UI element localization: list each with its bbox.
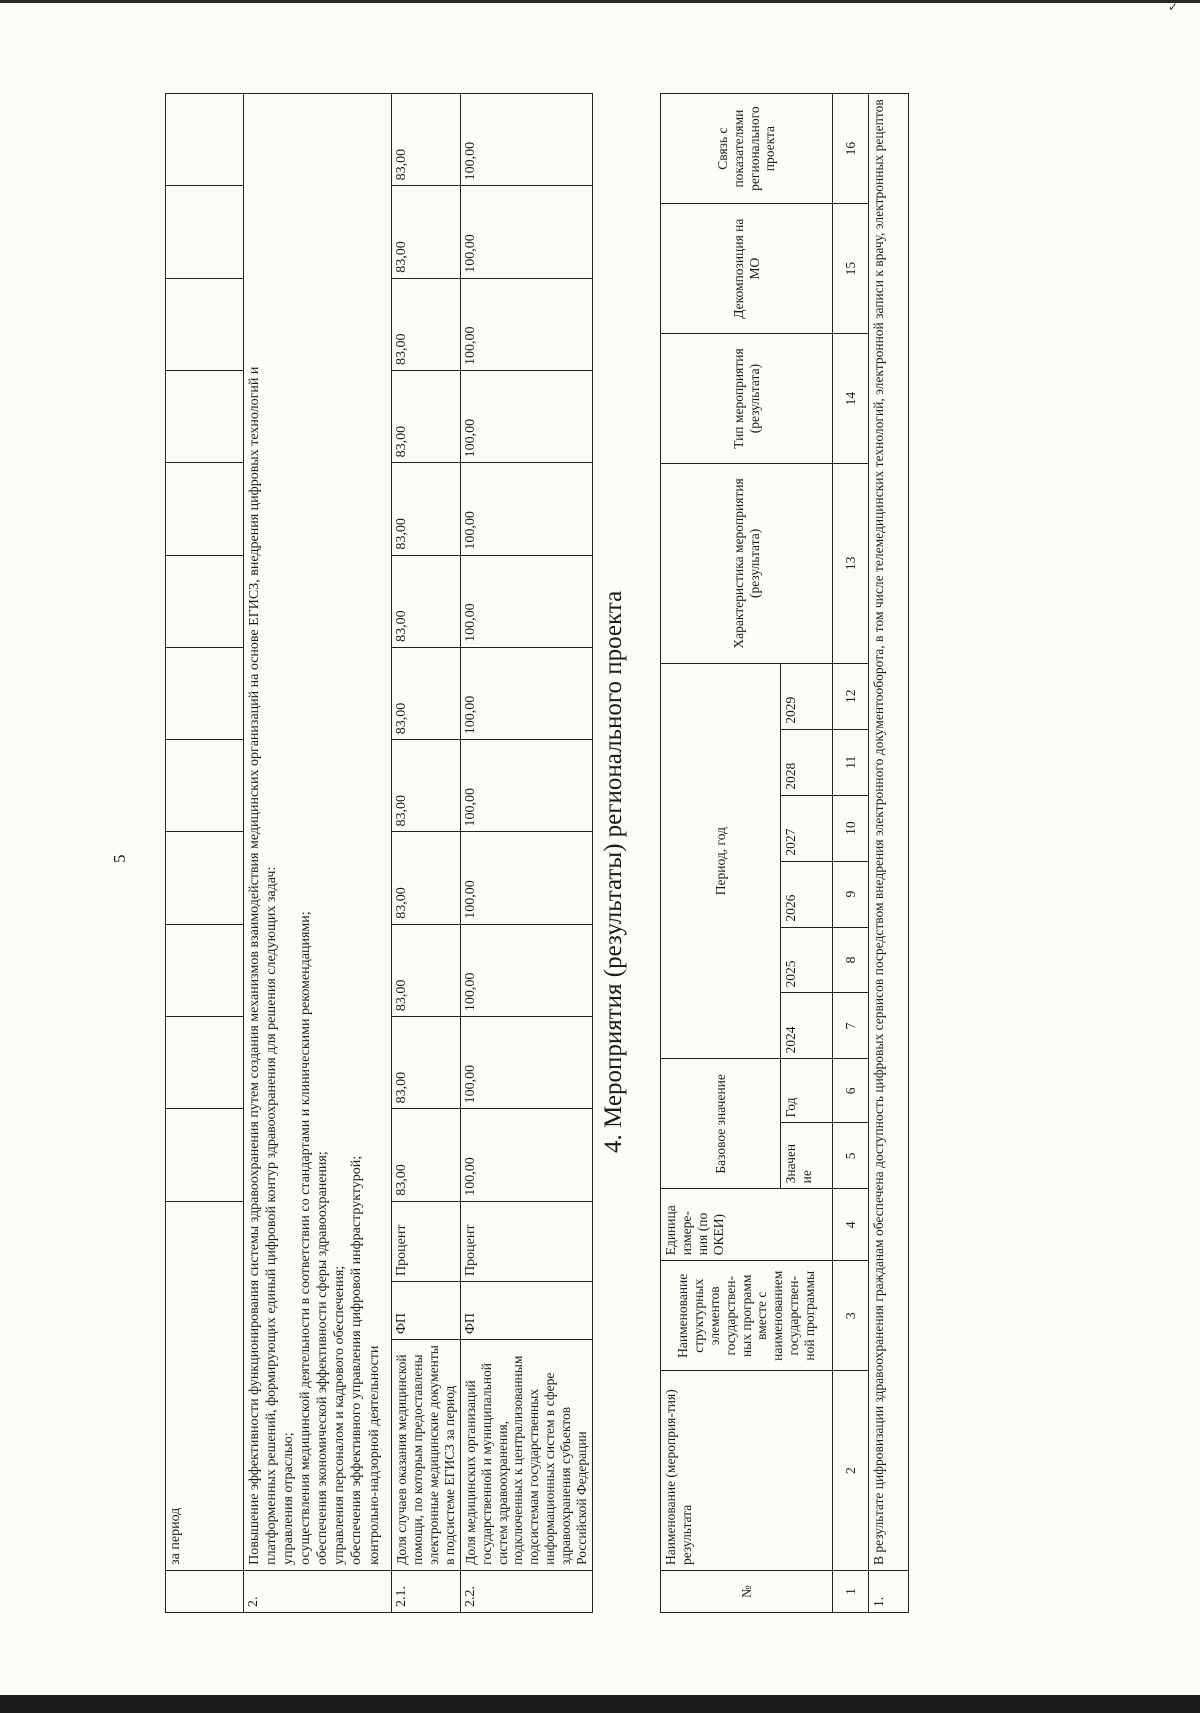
goal-line: платформенных решений, формирующих единый цифровой контур здравоохранения для решения следующих задач: (264, 866, 280, 1565)
goal-line: контрольно-надзорной деятельности (366, 1345, 382, 1565)
header-base-value: Значен ие (781, 1123, 833, 1189)
header-year: 2025 (781, 927, 833, 993)
header-year: 2028 (781, 729, 833, 795)
header-structural: Наименование структурных элементов государствен-ных программ вместе с наименованием государствен-ной программы (661, 1261, 833, 1371)
value-cell: 83,00 (392, 463, 461, 555)
indicator-unit: Процент (460, 1201, 592, 1281)
table-row-goal (244, 94, 392, 1613)
value-cell: 100,00 (460, 463, 592, 555)
value-cell: 83,00 (392, 740, 461, 832)
column-number: 3 (833, 1261, 869, 1371)
header-year: 2026 (781, 861, 833, 927)
column-number: 11 (833, 729, 869, 795)
goal-line: обеспечения экономической эффективности сферы здравоохранения; (315, 1151, 331, 1565)
value-cell: 83,00 (392, 924, 461, 1016)
corner-mark: ✓ (1167, 0, 1178, 14)
indicators-table (165, 93, 593, 1613)
section-title: 4. Мероприятия (результаты) регионального проекта (600, 590, 627, 1153)
column-number: 9 (833, 861, 869, 927)
header-decomposition: Декомпозиция на МО (661, 204, 833, 334)
column-number: 16 (833, 94, 869, 204)
value-cell: 83,00 (392, 94, 461, 186)
value-cell: 83,00 (392, 555, 461, 647)
value-cell: 83,00 (392, 832, 461, 924)
header-year: 2029 (781, 663, 833, 729)
row-number: 2. (244, 1570, 392, 1612)
value-cell: 100,00 (460, 186, 592, 278)
value-cell: 100,00 (460, 371, 592, 463)
value-cell: 100,00 (460, 555, 592, 647)
row-number: 2.1. (392, 1570, 461, 1612)
value-cell: 83,00 (392, 371, 461, 463)
header-year: 2024 (781, 993, 833, 1059)
column-number: 7 (833, 993, 869, 1059)
value-cell: 100,00 (460, 832, 592, 924)
header-period: Период, год (661, 663, 781, 1059)
header-base: Базовое значение (661, 1059, 781, 1189)
header-num: № (661, 1571, 833, 1613)
indicator-level: ФП (392, 1281, 461, 1339)
header-characteristic: Характеристика мероприятия (результата) (661, 464, 833, 664)
row-number: 2.2. (460, 1570, 592, 1612)
header-link: Связь с показателями регионального проекта (661, 94, 833, 204)
column-number: 5 (833, 1123, 869, 1189)
goal-line: Повышение эффективности функционирования системы здравоохранения путем создания механизмов взаимодействия медицинских организаций на основе ЕГИСЗ, внедрения цифровых технологий и (247, 366, 262, 1565)
indicator-name: Доля случаев оказания медицинской помощи, по которым предоставлены электронные медицинские документы в подсистеме ЕГИСЗ за период (392, 1340, 461, 1571)
goal-text (244, 94, 392, 1571)
scan-edge-bottom (0, 1695, 1200, 1713)
measures-table (660, 93, 909, 1613)
indicator-name: Доля медицинских организаций государственной и муниципальной систем здравоохранения, подключенных к централизованным подсистемам государственных информационных систем в сфере здравоохранения субъектов Российской Федерации (460, 1340, 592, 1571)
column-number: 1 (833, 1571, 869, 1613)
page-number: 5 (110, 854, 129, 863)
table-row (392, 94, 461, 1613)
value-cell: 100,00 (460, 94, 592, 186)
column-number: 10 (833, 795, 869, 861)
column-number: 15 (833, 204, 869, 334)
goal-line: управления отраслью; (281, 1432, 297, 1565)
table-row (460, 94, 592, 1613)
header-unit: Единица измере-ния (по ОКЕИ) (661, 1189, 833, 1261)
header-row (661, 94, 781, 1613)
value-cell: 83,00 (392, 278, 461, 370)
header-type: Тип мероприятия (результата) (661, 334, 833, 464)
value-cell: 100,00 (460, 278, 592, 370)
value-cell: 100,00 (460, 740, 592, 832)
goal-line: обеспечения эффективного управления цифровой инфраструктурой; (349, 1155, 365, 1565)
column-number: 6 (833, 1059, 869, 1123)
indicator-level: ФП (460, 1281, 592, 1339)
column-number: 12 (833, 663, 869, 729)
task-row (869, 94, 909, 1613)
task-text: В результате цифровизации здравоохранения гражданам обеспечена доступность цифровых сервисов посредством внедрения электронного документооборота, в том числе телемедицинских технологий, электронной записи к врачу, электронных рецептов (869, 94, 909, 1571)
value-cell: 83,00 (392, 1109, 461, 1201)
column-number: 2 (833, 1371, 869, 1571)
column-number: 8 (833, 927, 869, 993)
value-cell: 83,00 (392, 186, 461, 278)
value-cell: 100,00 (460, 924, 592, 1016)
column-number: 4 (833, 1189, 869, 1261)
column-number: 13 (833, 464, 869, 664)
table-row-period (166, 94, 244, 1613)
value-cell: 100,00 (460, 1109, 592, 1201)
period-label: за период (166, 1201, 244, 1570)
goal-line: управления персоналом и кадрового обеспечения; (332, 1265, 348, 1565)
header-name: Наименование (мероприя-тия) результата (661, 1371, 833, 1571)
value-cell: 100,00 (460, 647, 592, 739)
value-cell: 100,00 (460, 1017, 592, 1109)
header-base-year: Год (781, 1059, 833, 1123)
column-number-row (833, 94, 869, 1613)
header-year: 2027 (781, 795, 833, 861)
value-cell: 83,00 (392, 647, 461, 739)
indicator-unit: Процент (392, 1201, 461, 1281)
column-number: 14 (833, 334, 869, 464)
value-cell: 83,00 (392, 1017, 461, 1109)
task-number: 1. (869, 1571, 909, 1613)
goal-line: осуществления медицинской деятельности в соответствии со стандартами и клиническими рекомендациями; (298, 911, 314, 1565)
